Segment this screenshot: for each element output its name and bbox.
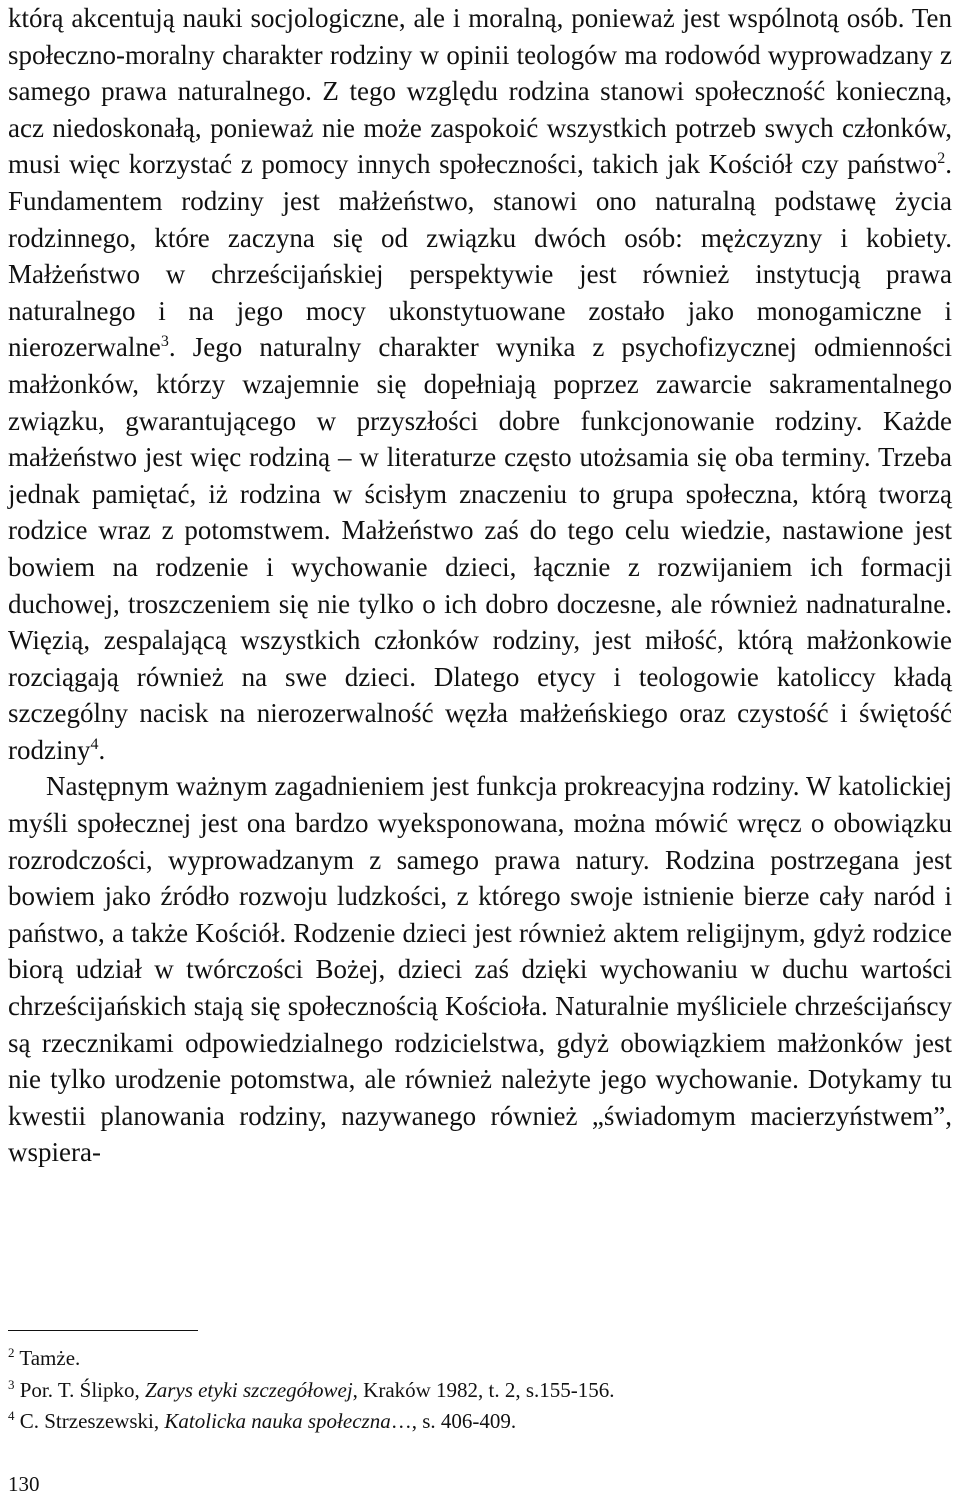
paragraph-1-part-4: . bbox=[98, 734, 106, 765]
footnote-4 bbox=[8, 1406, 952, 1438]
footnote-ref-2: 2 bbox=[937, 150, 946, 168]
footnote-book-title: Zarys etyki szczegółowej bbox=[145, 1377, 353, 1402]
footnote-text: …, s. 406-409. bbox=[390, 1409, 517, 1433]
footnote-ref-3: 3 bbox=[160, 333, 169, 351]
page-number: 130 bbox=[8, 1472, 40, 1496]
paragraph-2-part-1: Następnym ważnym zagadnieniem jest funkcja prokreacyjna rodziny. W katolickiej myśli społecznej jest ona bardzo wyeksponowana, można mówić wręcz o obowiązku rozrodczości, wyprowadzanym z samego prawa natury. Rodzina postrzegana jest bowiem jako źródło rozwoju ludzkości, z którego swoje istnienie bierze cały naród i państwo, a także Kościół. Rodzenie dzieci jest również aktem religijnym, gdyż rodzice biorą udział w twórczości Bożej, dzieci zaś dzięki wychowaniu w duchu wartości chrześcijańskich stają się społecznością Kościoła. Naturalnie myśliciele chrześcijańscy są rzecznikami odpowiedzialnego rodzicielstwa, gdyż obowiązkiem małżonków jest nie tylko urodzenie potomstwa, ale również należyte jego wychowanie. Dotykamy tu kwestii planowania rodziny, nazywanego również „świadomym macierzyństwem”, wspiera- bbox=[8, 771, 952, 1168]
paragraph-2 bbox=[8, 768, 952, 1171]
footnote-number: 4 bbox=[8, 1408, 15, 1423]
document-page bbox=[8, 0, 952, 1496]
footnote-separator bbox=[8, 1330, 198, 1331]
paragraph-1-part-1: którą akcentują nauki socjologiczne, ale i moralną, ponieważ jest wspólnotą osób. Ten społeczno-moralny charakter rodziny w opinii teologów ma rodowód wyprowadzany z samego prawa naturalnego. Z tego względu rodzina stanowi społeczność konieczną, acz niedoskonałą, ponieważ nie może zaspokoić wszystkich potrzeb swych członków, musi więc korzystać z pomocy innych społeczności, takich jak Kościół czy państwo bbox=[8, 3, 952, 180]
footnote-3 bbox=[8, 1375, 952, 1407]
footnotes bbox=[8, 1343, 952, 1438]
footnote-number: 2 bbox=[8, 1345, 15, 1360]
paragraph-1-part-3: . Jego naturalny charakter wynika z psychofizycznej odmienności małżonków, którzy wzajemnie się dopełniają poprzez zawarcie sakramentalnego związku, gwarantującego w przyszłości dobre funkcjonowanie rodziny. Każde małżeństwo jest więc rodziną – w literaturze często utożsamia się oba terminy. Trzeba jednak pamiętać, iż rodzina w ścisłym znaczeniu to grupa społeczna, którą tworzą rodzice wraz z potomstwem. Małżeństwo zaś do tego celu wiedzie, nastawione jest bowiem na rodzenie i wychowanie dzieci, łącznie z rozwijaniem ich formacji duchowej, troszczeniem się nie tylko o ich dobro doczesne, ale również nadnaturalne. Więzią, zespalającą wszystkich członków rodziny, jest miłość, którą małżonkowie rozciągają również na swe dzieci. Dlatego etycy i teologowie katoliccy kładą szczególny nacisk na nierozerwalność węzła małżeńskiego oraz czystość i świętość rodziny bbox=[8, 332, 952, 765]
footnote-text: C. Strzeszewski, bbox=[14, 1409, 165, 1433]
footnote-2 bbox=[8, 1343, 952, 1375]
footnote-text: , Kraków 1982, t. 2, s.155-156. bbox=[352, 1377, 615, 1402]
footnote-text: Por. T. Ślipko, bbox=[14, 1377, 146, 1402]
footnote-book-title: Katolicka nauka społeczna bbox=[164, 1409, 391, 1433]
paragraph-1-part-2: . Fundamentem rodziny jest małżeństwo, stanowi ono naturalną podstawę życia rodzinnego, które zaczyna się od związku dwóch osób: mężczyzny i kobiety. Małżeństwo w chrześcijańskiej perspektywie jest również instytucją prawa naturalnego i na jego mocy ukonstytuowane zostało jako monogamiczne i nierozerwalne bbox=[8, 149, 952, 363]
footnote-number: 3 bbox=[8, 1376, 15, 1392]
footnote-ref-4: 4 bbox=[90, 735, 99, 753]
body-text bbox=[8, 0, 952, 1171]
footnote-text: Tamże. bbox=[14, 1346, 81, 1370]
paragraph-1 bbox=[8, 0, 952, 768]
